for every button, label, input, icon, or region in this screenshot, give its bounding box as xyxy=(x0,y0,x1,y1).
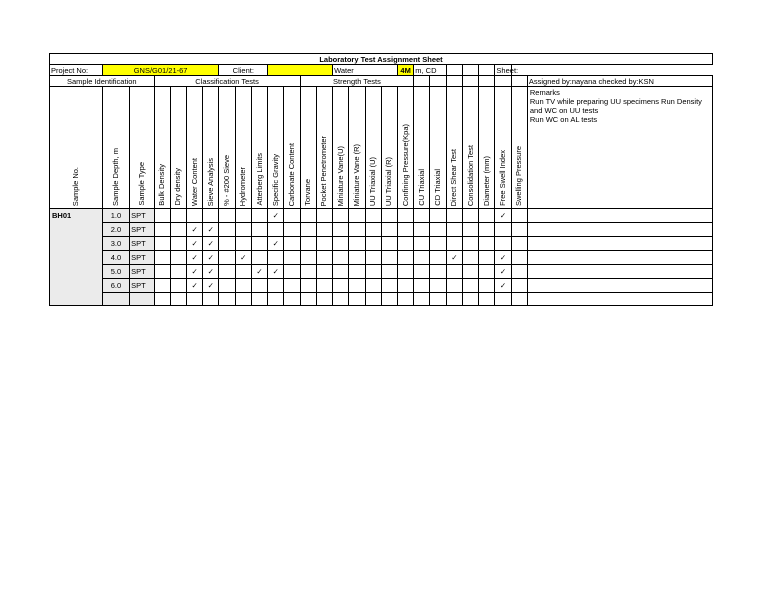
test-cell xyxy=(300,237,316,251)
test-column-header xyxy=(316,87,332,209)
test-cell xyxy=(349,265,365,279)
test-column-header-label: Carbonate Content xyxy=(286,142,296,206)
test-cell xyxy=(479,279,495,293)
test-column-header-label: Direct Shear Test xyxy=(449,148,459,206)
test-column-header-label: Hydrometer xyxy=(238,166,248,206)
sheet-label: Sheet: xyxy=(496,65,519,75)
test-cell xyxy=(300,293,316,306)
test-cell xyxy=(398,293,414,306)
test-column-header xyxy=(349,87,365,209)
test-cell xyxy=(154,265,170,279)
test-cell xyxy=(284,209,300,223)
test-column-header-label: Water Content xyxy=(189,157,199,206)
test-column-header-label: Miniature Vane (R) xyxy=(351,143,361,206)
sample-depth xyxy=(102,293,129,306)
test-cell xyxy=(316,265,332,279)
test-cell xyxy=(284,279,300,293)
check-mark-icon: ✓ xyxy=(191,225,198,234)
test-cell xyxy=(446,209,462,223)
test-cell xyxy=(154,223,170,237)
remarks-row-cell xyxy=(527,223,712,237)
project-number: GNS/G01/21-67 xyxy=(102,65,219,76)
remarks-row-cell xyxy=(527,237,712,251)
test-cell xyxy=(462,265,478,279)
sample-type: SPT xyxy=(130,237,154,251)
sample-no-header-label: Sample No. xyxy=(70,166,80,206)
water-value: 4M xyxy=(398,65,414,76)
test-cell xyxy=(186,223,202,237)
test-cell xyxy=(235,251,251,265)
test-cell xyxy=(268,237,284,251)
test-cell xyxy=(170,209,186,223)
test-cell xyxy=(300,209,316,223)
sample-type-header xyxy=(130,87,154,209)
test-cell xyxy=(414,279,430,293)
test-cell xyxy=(333,279,349,293)
test-cell xyxy=(251,223,267,237)
test-cell xyxy=(333,223,349,237)
test-column-header xyxy=(414,87,430,209)
test-cell xyxy=(462,237,478,251)
sample-type-header-label: Sample Type xyxy=(136,162,146,206)
sample-type: SPT xyxy=(130,251,154,265)
test-cell xyxy=(235,293,251,306)
test-column-header xyxy=(479,87,495,209)
test-column-header xyxy=(186,87,202,209)
test-cell xyxy=(170,293,186,306)
check-mark-icon: ✓ xyxy=(240,253,247,262)
check-mark-icon: ✓ xyxy=(191,253,198,262)
test-cell xyxy=(186,265,202,279)
test-cell xyxy=(398,237,414,251)
test-cell xyxy=(446,237,462,251)
water-unit: m, CD xyxy=(414,65,446,76)
test-column-header-label: Sieve Analysis xyxy=(205,157,215,206)
test-column-header-label: Specific Gravity xyxy=(270,153,280,206)
client-value xyxy=(268,65,333,76)
test-column-header xyxy=(430,87,446,209)
spacer-cell xyxy=(462,65,478,76)
test-cell xyxy=(203,223,219,237)
test-column-header xyxy=(268,87,284,209)
spacer-cell xyxy=(446,76,462,87)
test-cell xyxy=(203,237,219,251)
sample-identification-heading: Sample Identification xyxy=(50,76,155,87)
test-column-header-label: UU Triaxial (U) xyxy=(368,156,378,206)
test-cell xyxy=(333,209,349,223)
test-assignment-sheet xyxy=(49,53,713,309)
test-cell xyxy=(430,251,446,265)
test-cell xyxy=(430,237,446,251)
sample-depth: 2.0 xyxy=(102,223,129,237)
test-cell xyxy=(268,265,284,279)
test-cell xyxy=(479,209,495,223)
test-cell xyxy=(511,237,527,251)
test-cell xyxy=(398,279,414,293)
test-column-header-label: Free Swell Index xyxy=(498,150,508,206)
test-cell xyxy=(170,237,186,251)
test-cell xyxy=(203,251,219,265)
test-cell xyxy=(381,279,397,293)
test-column-header xyxy=(219,87,235,209)
test-cell xyxy=(349,251,365,265)
test-cell xyxy=(414,209,430,223)
test-cell xyxy=(430,223,446,237)
test-cell xyxy=(495,223,511,237)
remarks-row-cell xyxy=(527,279,712,293)
test-cell xyxy=(365,265,381,279)
test-cell xyxy=(154,209,170,223)
test-cell xyxy=(203,293,219,306)
test-cell xyxy=(446,279,462,293)
test-column-header xyxy=(300,87,316,209)
test-cell xyxy=(251,265,267,279)
test-cell xyxy=(219,223,235,237)
test-cell xyxy=(186,279,202,293)
remarks-row-cell xyxy=(527,251,712,265)
test-column-header xyxy=(446,87,462,209)
remark-line: Run WC on AL tests xyxy=(529,115,598,124)
check-mark-icon: ✓ xyxy=(207,253,214,262)
test-cell xyxy=(430,279,446,293)
test-cell xyxy=(333,293,349,306)
test-cell xyxy=(333,251,349,265)
test-cell xyxy=(430,209,446,223)
test-cell xyxy=(349,279,365,293)
test-cell xyxy=(398,251,414,265)
test-column-header-label: UU Triaxial (R) xyxy=(384,156,394,206)
check-mark-icon: ✓ xyxy=(451,253,458,262)
check-mark-icon: ✓ xyxy=(191,281,198,290)
test-cell xyxy=(186,251,202,265)
test-column-header xyxy=(170,87,186,209)
test-cell xyxy=(316,279,332,293)
test-column-header-label: Miniature Vane(U) xyxy=(335,145,345,206)
test-cell xyxy=(170,279,186,293)
test-cell xyxy=(316,293,332,306)
test-cell xyxy=(154,237,170,251)
spacer-cell xyxy=(511,76,527,87)
test-column-header-label: Atterberg Limits xyxy=(254,153,264,206)
test-cell xyxy=(398,223,414,237)
test-cell xyxy=(495,265,511,279)
sample-depth: 4.0 xyxy=(102,251,129,265)
test-cell xyxy=(462,251,478,265)
test-column-header-label: Swelling Pressure xyxy=(514,145,524,206)
test-cell xyxy=(349,223,365,237)
test-cell xyxy=(430,265,446,279)
test-cell xyxy=(398,265,414,279)
test-cell xyxy=(235,265,251,279)
test-cell xyxy=(381,237,397,251)
test-cell xyxy=(284,265,300,279)
test-cell xyxy=(251,209,267,223)
test-cell xyxy=(235,237,251,251)
test-column-header xyxy=(235,87,251,209)
test-cell xyxy=(170,223,186,237)
remarks-cell xyxy=(527,87,712,209)
test-cell xyxy=(479,237,495,251)
test-cell xyxy=(446,223,462,237)
sample-type: SPT xyxy=(130,279,154,293)
sample-row xyxy=(50,265,713,279)
test-cell xyxy=(300,251,316,265)
test-cell xyxy=(284,293,300,306)
test-column-header-label: Confining Pressure(Kpa) xyxy=(400,123,410,206)
test-column-header xyxy=(511,87,527,209)
strength-tests-heading: Strength Tests xyxy=(300,76,414,87)
test-cell xyxy=(495,209,511,223)
sample-depth: 3.0 xyxy=(102,237,129,251)
test-cell xyxy=(349,209,365,223)
test-cell xyxy=(462,209,478,223)
remark-line: Run TV while preparing UU specimens Run Density and WC on UU tests xyxy=(529,97,702,115)
test-cell xyxy=(446,265,462,279)
sample-no-header xyxy=(50,87,103,209)
test-cell xyxy=(235,209,251,223)
test-cell xyxy=(511,209,527,223)
test-cell xyxy=(268,223,284,237)
test-column-header xyxy=(203,87,219,209)
test-cell xyxy=(365,279,381,293)
sample-row xyxy=(50,209,713,223)
test-cell xyxy=(203,279,219,293)
test-cell xyxy=(251,279,267,293)
sample-row xyxy=(50,251,713,265)
test-cell xyxy=(495,279,511,293)
test-cell xyxy=(235,223,251,237)
check-mark-icon: ✓ xyxy=(207,281,214,290)
test-cell xyxy=(462,293,478,306)
sample-row xyxy=(50,237,713,251)
check-mark-icon: ✓ xyxy=(191,267,198,276)
remarks-title: Remarks xyxy=(529,88,560,97)
sample-row xyxy=(50,223,713,237)
sheet-title: Laboratory Test Assignment Sheet xyxy=(50,54,713,65)
test-cell xyxy=(511,265,527,279)
test-cell xyxy=(414,293,430,306)
test-column-header-label: Bulk Density xyxy=(157,164,167,206)
test-cell xyxy=(251,293,267,306)
test-cell xyxy=(300,223,316,237)
spacer-cell xyxy=(414,76,430,87)
test-cell xyxy=(268,279,284,293)
test-cell xyxy=(203,265,219,279)
test-cell xyxy=(154,293,170,306)
test-cell xyxy=(495,251,511,265)
test-cell xyxy=(268,209,284,223)
assignment-table xyxy=(49,53,713,306)
test-cell xyxy=(398,209,414,223)
test-cell xyxy=(495,237,511,251)
test-cell xyxy=(154,251,170,265)
test-cell xyxy=(170,251,186,265)
test-cell xyxy=(365,223,381,237)
test-column-header xyxy=(365,87,381,209)
test-cell xyxy=(479,251,495,265)
test-column-header xyxy=(333,87,349,209)
spacer-cell xyxy=(495,76,511,87)
test-column-header-label: % - #200 Sieve xyxy=(222,155,232,206)
test-cell xyxy=(333,237,349,251)
sample-depth-header xyxy=(102,87,129,209)
test-column-header xyxy=(495,87,511,209)
check-mark-icon: ✓ xyxy=(207,239,214,248)
test-cell xyxy=(511,293,527,306)
test-cell xyxy=(349,293,365,306)
test-column-header xyxy=(284,87,300,209)
test-cell xyxy=(381,223,397,237)
test-cell xyxy=(186,293,202,306)
sample-type: SPT xyxy=(130,223,154,237)
test-column-header-label: CD Triaxial xyxy=(433,169,443,206)
test-cell xyxy=(219,265,235,279)
test-cell xyxy=(186,209,202,223)
sample-row xyxy=(50,279,713,293)
test-column-header-label: Consolidation Test xyxy=(465,144,475,206)
test-column-header-label: CU Triaxial xyxy=(416,169,426,206)
test-column-header xyxy=(462,87,478,209)
test-cell xyxy=(365,293,381,306)
check-mark-icon: ✓ xyxy=(272,267,279,276)
test-cell xyxy=(219,279,235,293)
test-cell xyxy=(219,237,235,251)
spacer-cell xyxy=(479,65,495,76)
test-cell xyxy=(219,209,235,223)
test-cell xyxy=(219,293,235,306)
test-cell xyxy=(446,293,462,306)
test-cell xyxy=(268,251,284,265)
remarks-row-cell xyxy=(527,209,712,223)
test-cell xyxy=(430,293,446,306)
test-column-header xyxy=(251,87,267,209)
sample-depth-header-label: Sample Depth, m xyxy=(110,148,120,206)
test-cell xyxy=(414,251,430,265)
test-cell xyxy=(365,209,381,223)
check-mark-icon: ✓ xyxy=(272,239,279,248)
check-mark-icon: ✓ xyxy=(499,281,507,290)
assigned-by: Assigned by:nayana checked by:KSN xyxy=(527,76,712,87)
test-cell xyxy=(462,279,478,293)
test-cell xyxy=(349,237,365,251)
project-label: Project No: xyxy=(50,65,103,76)
test-cell xyxy=(284,223,300,237)
test-cell xyxy=(381,209,397,223)
test-cell xyxy=(316,223,332,237)
test-cell xyxy=(300,279,316,293)
test-cell xyxy=(511,223,527,237)
test-cell xyxy=(381,293,397,306)
remarks-row-cell xyxy=(527,293,712,306)
sample-row xyxy=(50,293,713,306)
sample-type xyxy=(130,293,154,306)
check-mark-icon: ✓ xyxy=(499,211,507,220)
test-cell xyxy=(154,279,170,293)
check-mark-icon: ✓ xyxy=(272,211,279,220)
test-cell xyxy=(316,209,332,223)
spacer-cell xyxy=(462,76,478,87)
sample-depth: 1.0 xyxy=(102,209,129,223)
client-label: Client: xyxy=(219,65,268,76)
test-cell xyxy=(186,237,202,251)
test-cell xyxy=(251,237,267,251)
check-mark-icon: ✓ xyxy=(191,239,198,248)
test-cell xyxy=(333,265,349,279)
check-mark-icon: ✓ xyxy=(207,267,214,276)
test-cell xyxy=(511,279,527,293)
test-cell xyxy=(268,293,284,306)
remarks-row-cell xyxy=(527,265,712,279)
test-cell xyxy=(414,237,430,251)
test-cell xyxy=(381,251,397,265)
test-cell xyxy=(479,265,495,279)
sample-type: SPT xyxy=(130,209,154,223)
test-cell xyxy=(251,251,267,265)
test-column-header-label: Torvane xyxy=(303,179,313,206)
test-cell xyxy=(365,237,381,251)
spacer-cell xyxy=(430,76,446,87)
test-cell xyxy=(414,265,430,279)
spacer-cell xyxy=(479,76,495,87)
test-cell xyxy=(511,251,527,265)
test-cell xyxy=(235,279,251,293)
test-cell xyxy=(316,251,332,265)
test-cell xyxy=(479,293,495,306)
check-mark-icon: ✓ xyxy=(499,253,507,262)
sample-id: BH01 xyxy=(50,209,103,306)
test-column-header xyxy=(381,87,397,209)
test-cell xyxy=(495,293,511,306)
test-cell xyxy=(462,223,478,237)
test-cell xyxy=(170,265,186,279)
test-cell xyxy=(365,251,381,265)
test-column-header xyxy=(154,87,170,209)
test-cell xyxy=(284,251,300,265)
test-cell xyxy=(316,237,332,251)
test-cell xyxy=(381,265,397,279)
test-column-header-label: Pocket Penetrometer xyxy=(319,135,329,206)
water-label: Water xyxy=(333,65,398,76)
sample-type: SPT xyxy=(130,265,154,279)
test-cell xyxy=(479,223,495,237)
test-cell xyxy=(300,265,316,279)
test-cell xyxy=(446,251,462,265)
check-mark-icon: ✓ xyxy=(499,267,507,276)
sample-depth: 5.0 xyxy=(102,265,129,279)
check-mark-icon: ✓ xyxy=(256,267,263,276)
test-column-header-label: Dry density xyxy=(173,168,183,206)
spacer-cell xyxy=(446,65,462,76)
classification-tests-heading: Classification Tests xyxy=(154,76,300,87)
test-cell xyxy=(219,251,235,265)
sample-depth: 6.0 xyxy=(102,279,129,293)
test-cell xyxy=(203,209,219,223)
check-mark-icon: ✓ xyxy=(207,225,214,234)
test-column-header xyxy=(398,87,414,209)
test-cell xyxy=(284,237,300,251)
test-column-header-label: Diameter (mm) xyxy=(481,156,491,206)
test-cell xyxy=(414,223,430,237)
